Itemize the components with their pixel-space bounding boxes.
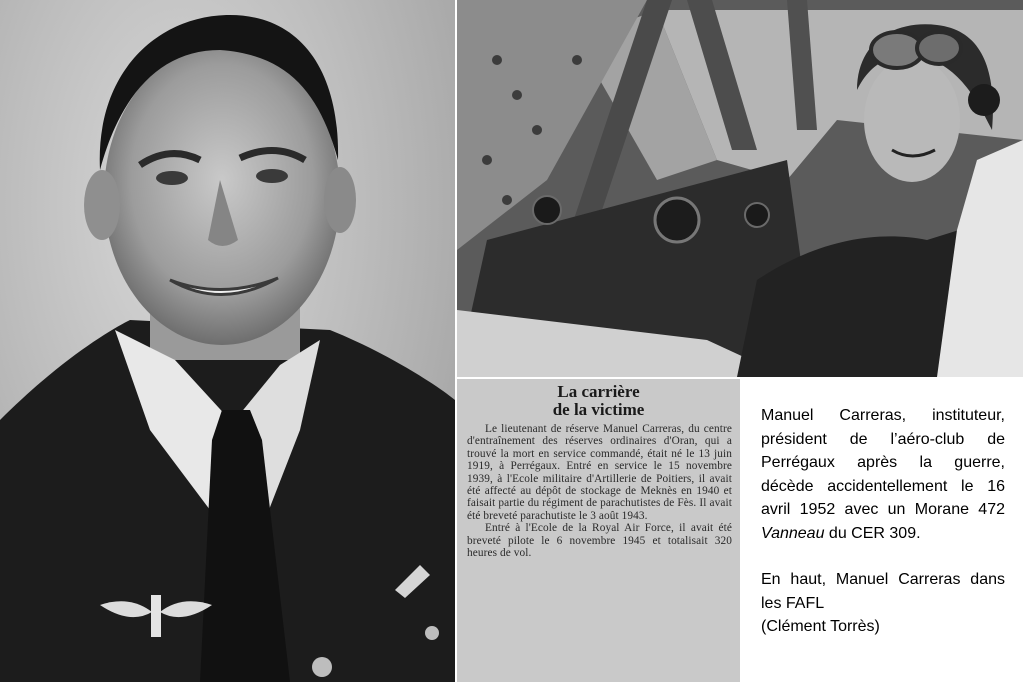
caption-photo-description: En haut, Manuel Carreras dans les FAFL xyxy=(761,571,1005,612)
clipping-paragraph-1: Le lieutenant de réserve Manuel Carreras, du centre d'entraînement des réserves ordinaires d'Oran, qui a trouvé la mort en service commandé, était né le 13 juin 1919, à Perrégaux. Entré en service le 15 novembre 1939, à l'Ecole militaire d'Artillerie de Poitiers, il avait été affecté au dépôt de stockage de Meknès en 1940 et faisait partie du régiment de parachutistes de Fès. Il avait été breveté parachutiste le 3 août 1943. xyxy=(467,423,732,522)
clipping-title xyxy=(457,383,740,419)
clipping-title-line1: La carrière xyxy=(557,382,640,401)
cockpit-photo xyxy=(457,0,1023,377)
clipping-body xyxy=(457,423,740,559)
portrait-photo xyxy=(0,0,455,682)
clipping-title-line2: de la victime xyxy=(552,400,645,419)
caption-photo-credit: (Clément Torrès) xyxy=(761,618,880,635)
portrait-illustration xyxy=(0,0,455,682)
caption-paragraph-1 xyxy=(761,404,1005,545)
caption-text-after-italic: du CER 309. xyxy=(828,524,921,542)
caption-text-before-italic: Manuel Carreras, instituteur, président de l’aéro-club de Perrégaux après la guerre, décède accidentellement le 16 avril 1952 avec un Morane 472 xyxy=(761,407,1005,518)
caption-paragraph-2 xyxy=(761,568,1005,639)
caption-aircraft-name: Vanneau xyxy=(761,524,825,542)
newspaper-clipping xyxy=(457,379,740,682)
clipping-paragraph-2: Entré à l'Ecole de la Royal Air Force, il avait été breveté pilote le 6 novembre 1945 et totalisait 320 heures de vol. xyxy=(467,522,732,560)
cockpit-illustration xyxy=(457,0,1023,377)
caption xyxy=(761,404,1005,639)
